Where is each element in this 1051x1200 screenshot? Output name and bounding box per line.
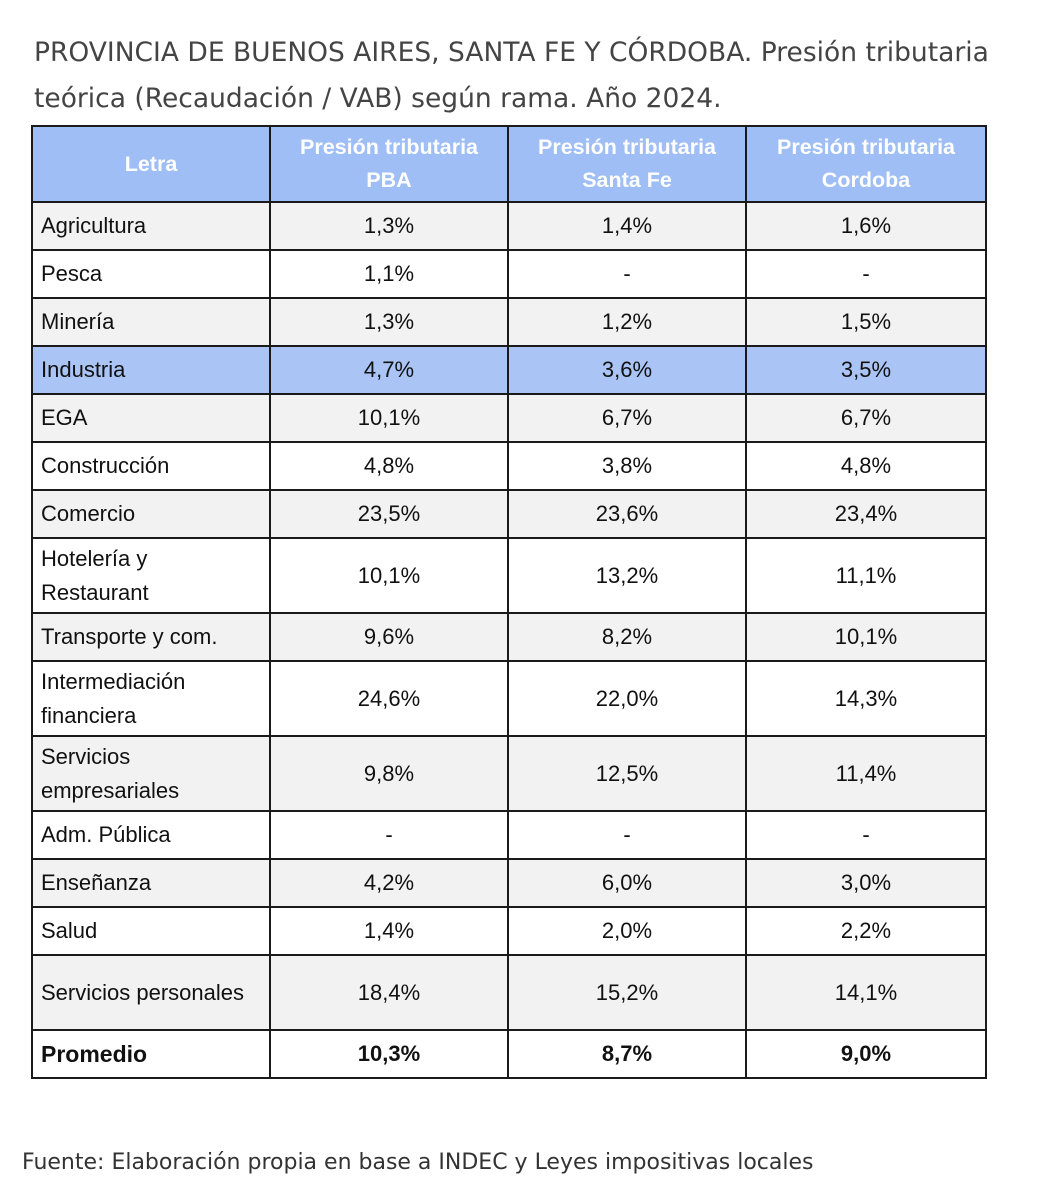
row-name: Intermediación financiera bbox=[32, 661, 270, 736]
value-pba: 4,8% bbox=[270, 442, 508, 490]
value-cordoba: - bbox=[746, 250, 986, 298]
value-santa-fe: 2,0% bbox=[508, 907, 746, 955]
value-cordoba: 2,2% bbox=[746, 907, 986, 955]
value-santa-fe: 8,7% bbox=[508, 1030, 746, 1078]
value-santa-fe: 8,2% bbox=[508, 613, 746, 661]
row-name: Servicios empresariales bbox=[32, 736, 270, 811]
value-pba: 10,3% bbox=[270, 1030, 508, 1078]
table-row bbox=[32, 346, 986, 394]
value-cordoba: 10,1% bbox=[746, 613, 986, 661]
source-note: Fuente: Elaboración propia en base a INDEC y Leyes impositivas locales bbox=[22, 1150, 814, 1175]
value-cordoba: 14,3% bbox=[746, 661, 986, 736]
value-cordoba: 3,0% bbox=[746, 859, 986, 907]
header-cordoba: Presión tributaria Cordoba bbox=[746, 126, 986, 202]
row-name: Agricultura bbox=[32, 202, 270, 250]
value-santa-fe: 3,8% bbox=[508, 442, 746, 490]
value-pba: 1,3% bbox=[270, 202, 508, 250]
value-santa-fe: 12,5% bbox=[508, 736, 746, 811]
header-pba: Presión tributaria PBA bbox=[270, 126, 508, 202]
table-row bbox=[32, 907, 986, 955]
value-pba: 1,4% bbox=[270, 907, 508, 955]
value-santa-fe: 13,2% bbox=[508, 538, 746, 613]
value-santa-fe: 6,0% bbox=[508, 859, 746, 907]
row-name: Construcción bbox=[32, 442, 270, 490]
table-row-promedio bbox=[32, 1030, 986, 1078]
value-cordoba: 1,6% bbox=[746, 202, 986, 250]
value-pba: 24,6% bbox=[270, 661, 508, 736]
row-name: Salud bbox=[32, 907, 270, 955]
table-row bbox=[32, 442, 986, 490]
value-cordoba: 9,0% bbox=[746, 1030, 986, 1078]
value-santa-fe: 1,4% bbox=[508, 202, 746, 250]
value-pba: 1,3% bbox=[270, 298, 508, 346]
value-santa-fe: 23,6% bbox=[508, 490, 746, 538]
table-row bbox=[32, 298, 986, 346]
value-cordoba: 11,4% bbox=[746, 736, 986, 811]
value-pba: 10,1% bbox=[270, 394, 508, 442]
value-santa-fe: 3,6% bbox=[508, 346, 746, 394]
row-name: Industria bbox=[32, 346, 270, 394]
value-cordoba: 6,7% bbox=[746, 394, 986, 442]
value-cordoba: 3,5% bbox=[746, 346, 986, 394]
row-name: Transporte y com. bbox=[32, 613, 270, 661]
row-name: Enseñanza bbox=[32, 859, 270, 907]
row-name: Hotelería y Restaurant bbox=[32, 538, 270, 613]
value-pba: 4,2% bbox=[270, 859, 508, 907]
value-pba: 9,8% bbox=[270, 736, 508, 811]
value-cordoba: 23,4% bbox=[746, 490, 986, 538]
value-cordoba: 1,5% bbox=[746, 298, 986, 346]
row-name: Adm. Pública bbox=[32, 811, 270, 859]
page-title: PROVINCIA DE BUENOS AIRES, SANTA FE Y CÓRDOBA. Presión tributaria teórica (Recaudación / VAB) según rama. Año 2024. bbox=[34, 37, 989, 114]
row-name: Pesca bbox=[32, 250, 270, 298]
value-pba: 10,1% bbox=[270, 538, 508, 613]
row-name: EGA bbox=[32, 394, 270, 442]
value-santa-fe: - bbox=[508, 250, 746, 298]
table-row bbox=[32, 859, 986, 907]
value-pba: 1,1% bbox=[270, 250, 508, 298]
value-pba: - bbox=[270, 811, 508, 859]
value-pba: 9,6% bbox=[270, 613, 508, 661]
table-row bbox=[32, 202, 986, 250]
value-santa-fe: 1,2% bbox=[508, 298, 746, 346]
table-row bbox=[32, 736, 986, 811]
value-cordoba: 14,1% bbox=[746, 955, 986, 1030]
value-cordoba: 4,8% bbox=[746, 442, 986, 490]
value-cordoba: - bbox=[746, 811, 986, 859]
value-cordoba: 11,1% bbox=[746, 538, 986, 613]
tax-pressure-table bbox=[31, 125, 987, 1079]
table-row bbox=[32, 394, 986, 442]
table-row bbox=[32, 661, 986, 736]
table-row bbox=[32, 811, 986, 859]
table-row bbox=[32, 490, 986, 538]
header-letra: Letra bbox=[32, 126, 270, 202]
value-santa-fe: - bbox=[508, 811, 746, 859]
table-row bbox=[32, 250, 986, 298]
table-row bbox=[32, 955, 986, 1030]
table-row bbox=[32, 538, 986, 613]
value-pba: 18,4% bbox=[270, 955, 508, 1030]
table-header bbox=[32, 126, 986, 202]
row-name: Minería bbox=[32, 298, 270, 346]
value-pba: 23,5% bbox=[270, 490, 508, 538]
table-row bbox=[32, 613, 986, 661]
row-name: Comercio bbox=[32, 490, 270, 538]
value-santa-fe: 22,0% bbox=[508, 661, 746, 736]
header-santa-fe: Presión tributaria Santa Fe bbox=[508, 126, 746, 202]
value-santa-fe: 15,2% bbox=[508, 955, 746, 1030]
value-santa-fe: 6,7% bbox=[508, 394, 746, 442]
value-pba: 4,7% bbox=[270, 346, 508, 394]
row-name: Servicios personales bbox=[32, 955, 270, 1030]
row-name: Promedio bbox=[32, 1030, 270, 1078]
table-body bbox=[32, 202, 986, 1078]
